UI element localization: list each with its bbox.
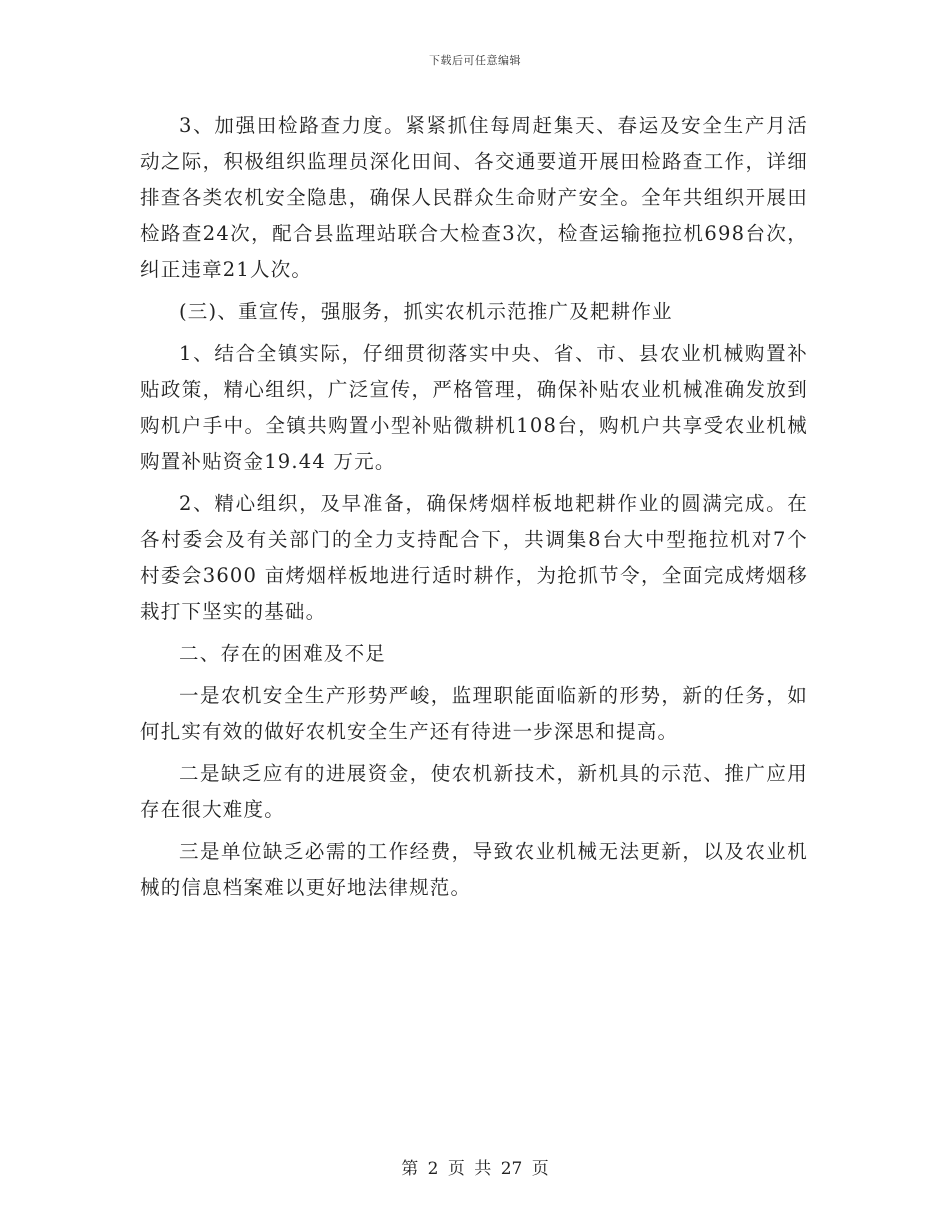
- paragraph-subsidy-policy: 1、结合全镇实际，仔细贯彻落实中央、省、市、县农业机械购置补贴政策，精心组织，广泛宣传，严格管理，确保补贴农业机械准确发放到购机户手中。全镇共购置小型补贴微耕机108台，购机户共享受农业机械购置补贴资金19.44 万元。: [140, 342, 808, 473]
- page-header: 下载后可任意编辑: [429, 54, 521, 67]
- document-body: [140, 108, 808, 912]
- section-heading-promotion: (三)、重宣传，强服务，抓实农机示范推广及耙耕作业: [179, 300, 673, 323]
- paragraph-difficulty-one: 一是农机安全生产形势严峻，监理职能面临新的形势，新的任务，如何扎实有效的做好农机安全生产还有待进一步深思和提高。: [140, 684, 808, 743]
- paragraph-field-inspection: 3、加强田检路查力度。紧紧抓住每周赶集天、春运及安全生产月活动之际，积极组织监理员深化田间、各交通要道开展田检路查工作，详细排查各类农机安全隐患，确保人民群众生命财产安全。全年共组织开展田检路查24次，配合县监理站联合大检查3次，检查运输拖拉机698台次，纠正违章21人次。: [140, 114, 808, 281]
- page-footer: 第 2 页 共 27 页: [401, 1159, 549, 1179]
- paragraph-difficulty-two: 二是缺乏应有的进展资金，使农机新技术，新机具的示范、推广应用存在很大难度。: [140, 762, 808, 821]
- paragraph-difficulty-three: 三是单位缺乏必需的工作经费，导致农业机械无法更新，以及农业机械的信息档案难以更好地法律规范。: [140, 840, 808, 899]
- section-heading-difficulties: 二、存在的困难及不足: [179, 642, 387, 665]
- paragraph-tobacco-plowing: 2、精心组织，及早准备，确保烤烟样板地耙耕作业的圆满完成。在各村委会及有关部门的全力支持配合下，共调集8台大中型拖拉机对7个村委会3600 亩烤烟样板地进行适时耕作，为抢抓节令，全面完成烤烟移栽打下坚实的基础。: [140, 492, 808, 623]
